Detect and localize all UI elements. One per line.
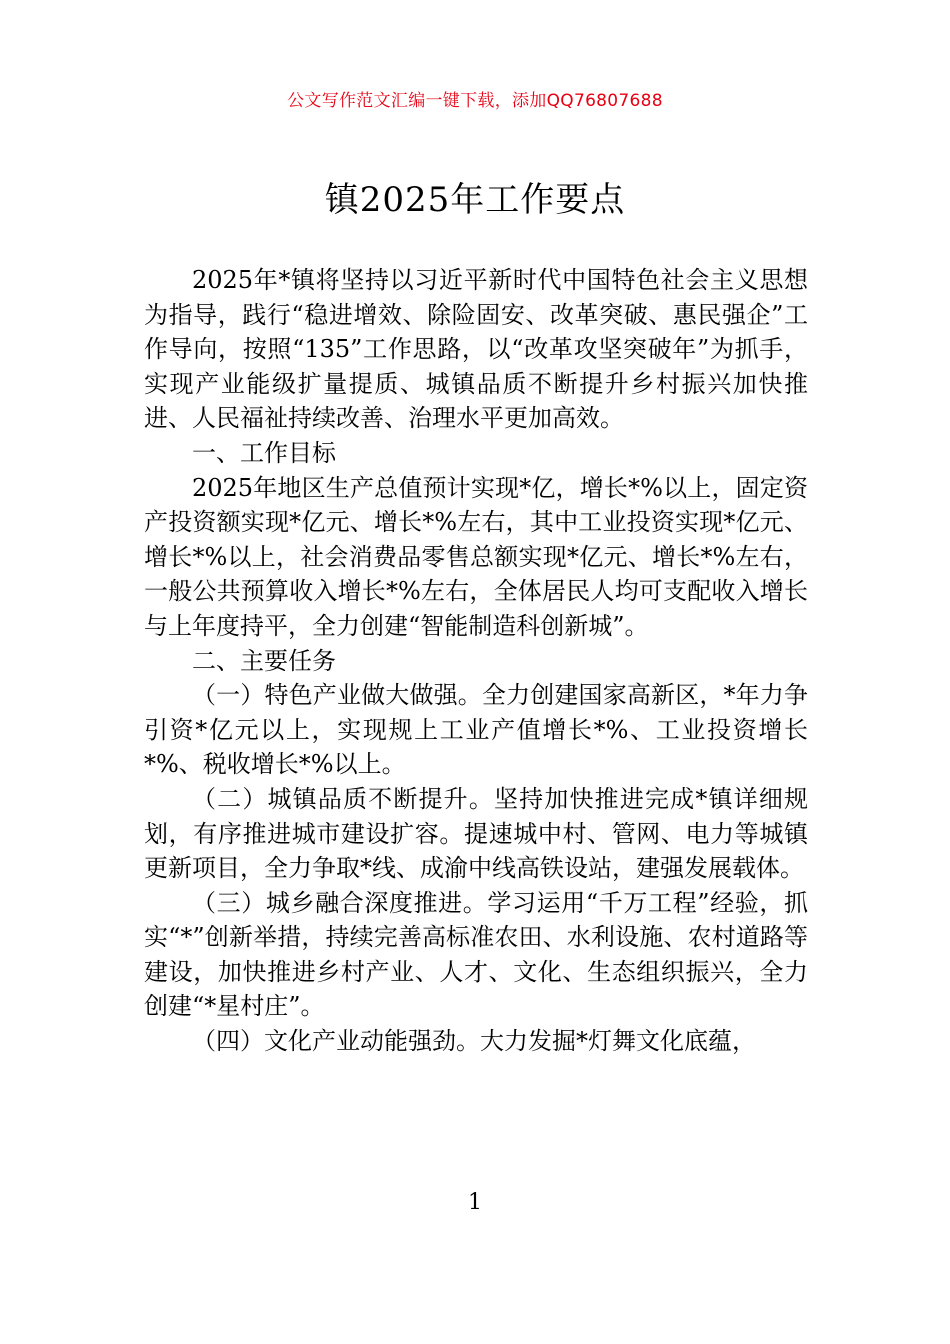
promo-header: 公文写作范文汇编一键下载，添加QQ76807688 xyxy=(287,91,663,111)
page-number: 1 xyxy=(468,1190,482,1215)
task-paragraph-3: （三）城乡融合深度推进。学习运用“千万工程”经验，抓实“*”创新举措，持续完善高标准农田、水利设施、农村道路等建设，加快推进乡村产业、人才、文化、生态组织振兴，全力创建“*星村庄”。 xyxy=(144,888,808,1021)
goals-paragraph: 2025年地区生产总值预计实现*亿，增长*%以上，固定资产投资额实现*亿元、增长*%左右，其中工业投资实现*亿元、增长*%以上，社会消费品零售总额实现*亿元、增长*%左右，一般公共预算收入增长*%左右，全体居民人均可支配收入增长与上年度持平，全力创建“智能制造科创新城”。 xyxy=(144,473,808,640)
section-heading-tasks: 二、主要任务 xyxy=(192,646,336,675)
task-paragraph-2: （二）城镇品质不断提升。坚持加快推进完成*镇详细规划，有序推进城市建设扩容。提速城中村、管网、电力等城镇更新项目，全力争取*线、成渝中线高铁设站，建强发展载体。 xyxy=(144,784,808,883)
intro-paragraph: 2025年*镇将坚持以习近平新时代中国特色社会主义思想为指导，践行“稳进增效、除险固安、改革突破、惠民强企”工作导向，按照“135”工作思路，以“改革攻坚突破年”为抓手，实现产业能级扩量提质、城镇品质不断提升乡村振兴加快推进、人民福祉持续改善、治理水平更加高效。 xyxy=(144,266,808,433)
task-paragraph-4: （四）文化产业动能强劲。大力发掘*灯舞文化底蕴， xyxy=(192,1027,756,1056)
task-paragraph-1: （一）特色产业做大做强。全力创建国家高新区，*年力争引资*亿元以上，实现规上工业产值增长*%、工业投资增长*%、税收增长*%以上。 xyxy=(144,681,808,779)
page-title: 镇2025年工作要点 xyxy=(324,180,626,220)
document-body xyxy=(144,263,808,1059)
section-heading-goals: 一、工作目标 xyxy=(192,438,336,467)
